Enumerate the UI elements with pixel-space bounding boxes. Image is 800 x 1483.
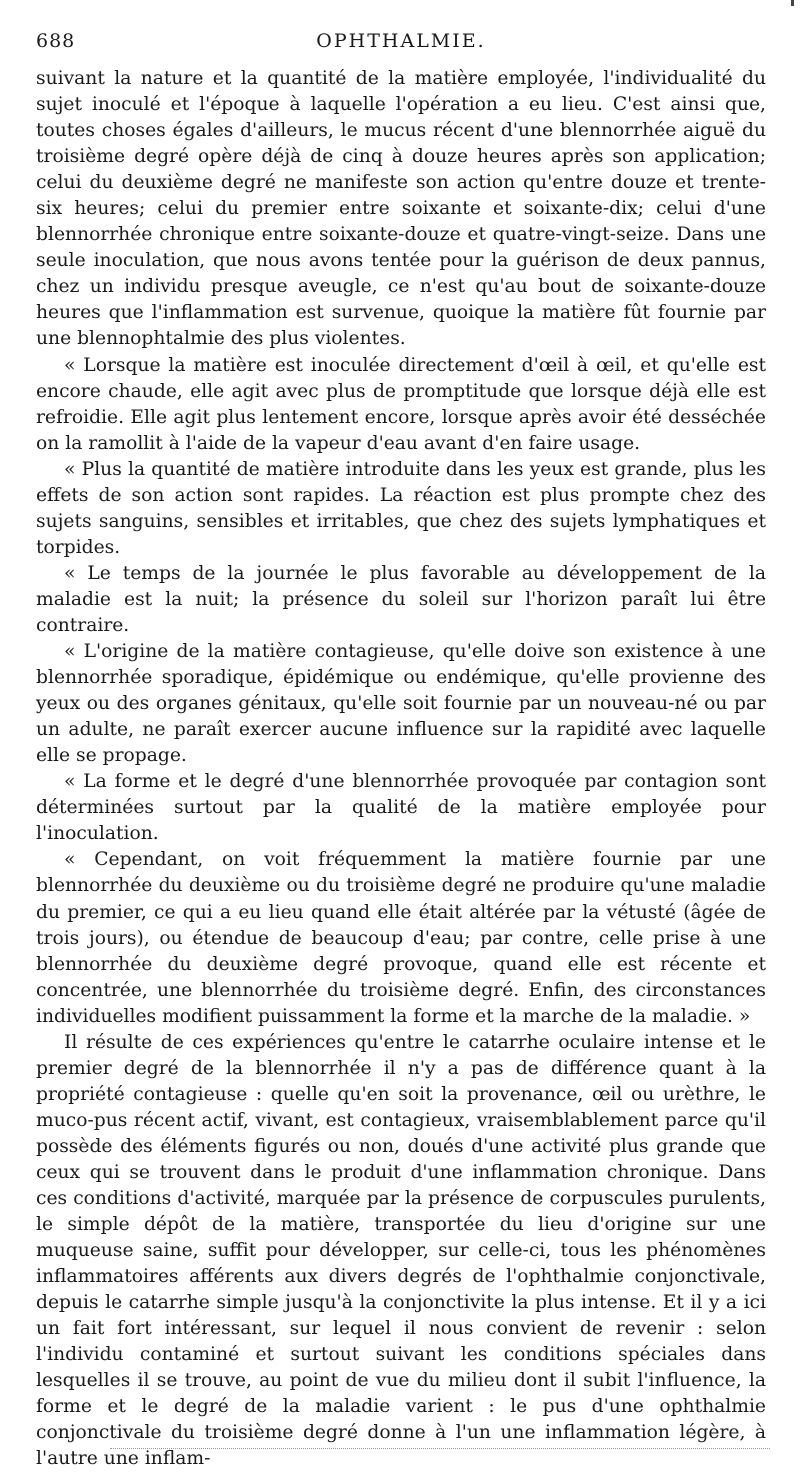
page-number: 688 [36,30,76,52]
paragraph: « Lorsque la matière est inoculée directement d'œil à œil, et qu'elle est encore chaude, elle agit avec plus de promptitude que lorsque déjà elle est refroidie. Elle agit plus lentement encore, lorsque après avoir été desséchée on la ramollit à l'aide de la vapeur d'eau avant d'en faire usage. [36,354,766,454]
body-text [36,60,766,1473]
running-title: OPHTHALMIE. [316,30,486,52]
paragraph: « Le temps de la journée le plus favorable au développement de la maladie est la nuit; la présence du soleil sur l'horizon paraît lui être contraire. [36,562,766,636]
paragraph: « Plus la quantité de matière introduite dans les yeux est grande, plus les effets de son action sont rapides. La réaction est plus prompte chez des sujets sanguins, sensibles et irritables, que chez des sujets lymphatiques et torpides. [36,458,766,558]
paragraph: « L'origine de la matière contagieuse, qu'elle doive son existence à une blennorrhée sporadique, épidémique ou endémique, qu'elle provienne des yeux ou des organes génitaux, qu'elle soit fournie par un nouveau-né ou par un adulte, ne paraît exercer aucune influence sur la rapidité avec laquelle elle se propage. [36,641,766,767]
corner-mark [791,0,794,6]
page [36,30,766,1473]
paragraph: Il résulte de ces expériences qu'entre le catarrhe oculaire intense et le premier degré de la blennorrhée il n'y a pas de différence quant à la propriété contagieuse : quelle qu'en soit la provenance, œil ou urèthre, le muco-pus récent actif, vivant, est contagieux, vraisemblablement parce qu'il possède des éléments figurés ou non, doués d'une activité plus grande que ceux qui se trouvent dans le produit d'une inflammation chronique. Dans ces conditions d'activité, marquée par la présence de corpuscules purulents, le simple dépôt de la matière, transportée du lieu d'origine sur une muqueuse saine, suffit pour développer, sur celle-ci, tous les phénomènes inflammatoires afférents aux divers degrés de l'ophthalmie conjonctivale, depuis le catarrhe simple jusqu'à la conjonctivite la plus intense. Et il y a ici un fait fort intéressant, sur lequel il nous convient de revenir : selon l'individu contaminé et surtout suivant les conditions spéciales dans lesquelles il se trouve, au point de vue du milieu dont il subit l'influence, la forme et le degré de la maladie varient : le pus d'une ophthalmie conjonctivale du troisième degré donne à l'un une inflammation légère, à l'autre une inflam- [36,1031,766,1470]
paragraph: « Cependant, on voit fréquemment la matière fournie par une blennorrhée du deuxième ou du troisième degré ne produire qu'une maladie du premier, ce qui a eu lieu quand elle était altérée par la vétusté (âgée de trois jours), ou étendue de beaucoup d'eau; par contre, celle prise à une blennorrhée du deuxième degré provoque, quand elle est récente et concentrée, une blennorrhée du troisième degré. Enfin, des circonstances individuelles modifient puissamment la forme et la marche de la maladie. » [36,849,766,1027]
page-header [36,30,766,60]
paragraph: « La forme et le degré d'une blennorrhée provoquée par contagion sont déterminées surtout par la qualité de la matière employée pour l'inoculation. [36,771,766,845]
footer-dotted-line [110,1444,770,1449]
paragraph: suivant la nature et la quantité de la matière employée, l'individualité du sujet inoculé et l'époque à laquelle l'opération a eu lieu. C'est ainsi que, toutes choses égales d'ailleurs, le mucus récent d'une blennorrhée aiguë du troisième degré opère déjà de cinq à douze heures après son application; celui du deuxième degré ne manifeste son action qu'entre douze et trente-six heures; celui du premier entre soixante et soixante-dix; celui d'une blennorrhée chronique entre soixante-douze et quatre-vingt-seize. Dans une seule inoculation, que nous avons tentée pour la guérison de deux pannus, chez un individu presque aveugle, ce n'est qu'au bout de soixante-douze heures que l'inflammation est survenue, quoique la matière fût fournie par une blennophtalmie des plus violentes. [36,68,766,350]
